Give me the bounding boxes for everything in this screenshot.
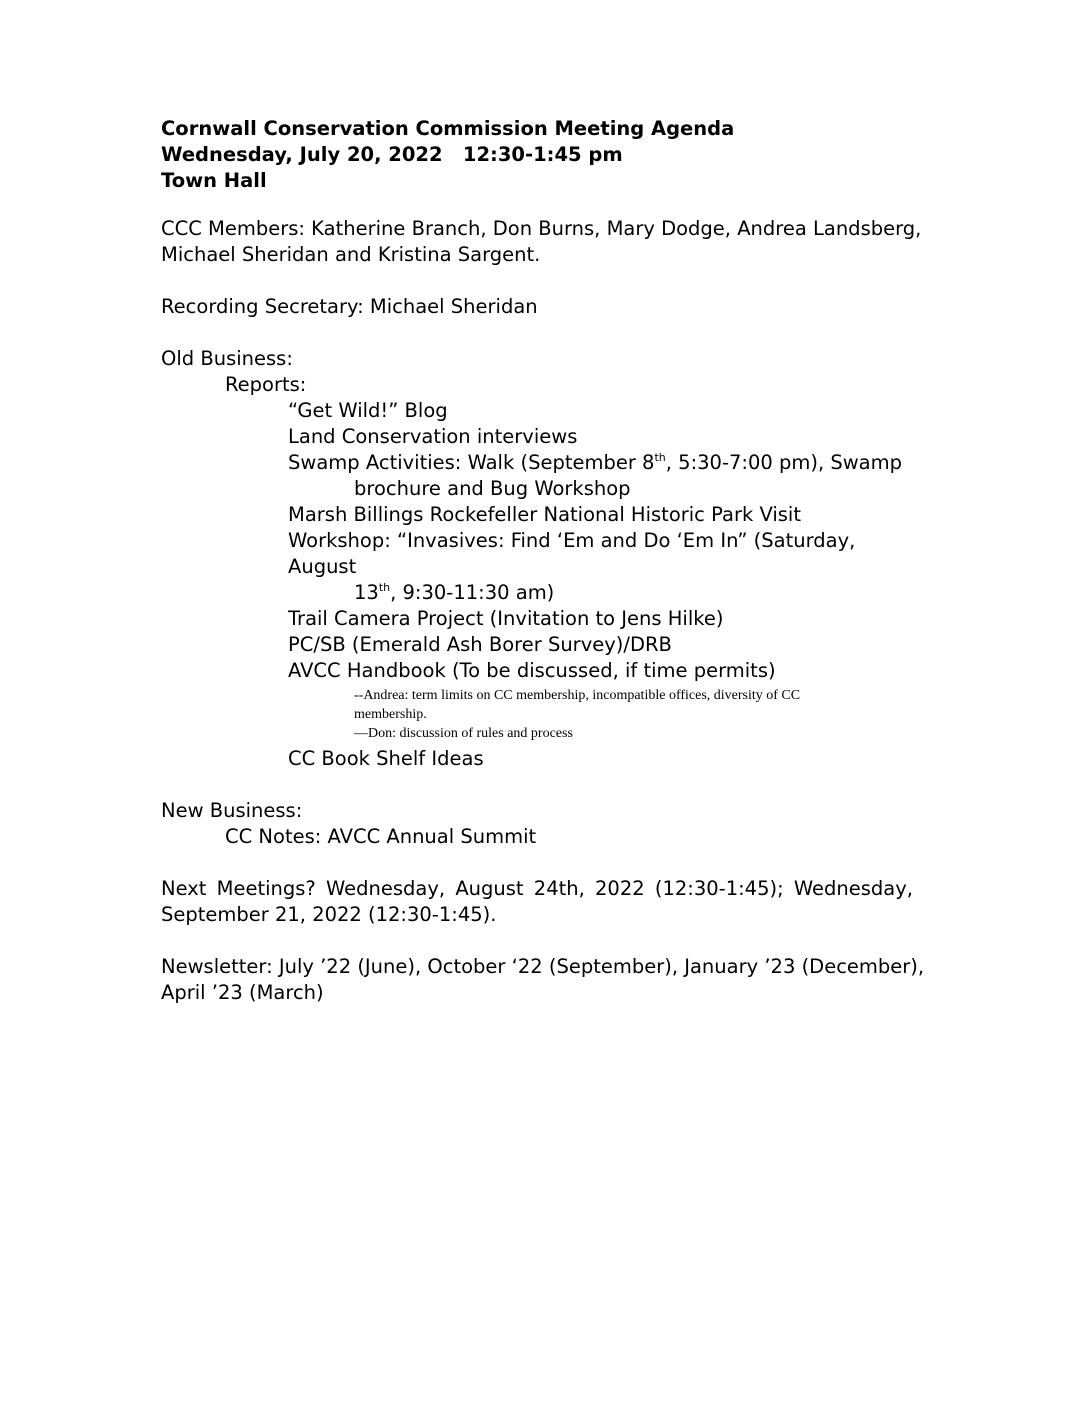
report-item-blog: “Get Wild!” Blog [288,399,448,422]
members-line-1: CCC Members: Katherine Branch, Don Burns, Mary Dodge, Andrea Landsberg, [161,217,922,240]
newsletter-line-2: April ’23 (March) [161,981,324,1004]
report-item-workshop: Workshop: “Invasives: Find ‘Em and Do ‘Em In” (Saturday, August [288,529,856,578]
recording-secretary [161,294,921,320]
new-business-section [161,798,921,850]
agenda-header [161,116,921,194]
workshop-day: 13 [354,581,379,604]
report-item-pcsb: PC/SB (Emerald Ash Borer Survey)/DRB [288,633,672,656]
meeting-date-time: Wednesday, July 20, 2022 12:30-1:45 pm [161,143,623,166]
newsletter-line-1: Newsletter: July ’22 (June), October ‘22 (September), January ’23 (December), [161,955,925,978]
report-item-book-shelf: CC Book Shelf Ideas [288,747,484,770]
workshop-time: , 9:30-11:30 am) [390,581,555,604]
report-item-avcc-handbook: AVCC Handbook (To be discussed, if time permits) [288,659,776,682]
swamp-text-b: , 5:30-7:00 pm), Swamp [665,451,903,474]
next-meetings-line-1: Next Meetings? Wednesday, August 24th, 2022 (12:30-1:45); Wednesday, [161,877,913,900]
note-andrea: --Andrea: term limits on CC membership, incompatible offices, diversity of CC [354,688,801,703]
swamp-ordinal: th [654,451,666,464]
meeting-location: Town Hall [161,169,267,192]
new-business-item: CC Notes: AVCC Annual Summit [225,825,537,848]
old-business-label: Old Business: [161,347,293,370]
next-meetings-line-2: September 21, 2022 (12:30-1:45). [161,903,497,926]
members-paragraph [161,216,921,268]
recording-secretary-text: Recording Secretary: Michael Sheridan [161,295,538,318]
report-item-land-conservation: Land Conservation interviews [288,425,578,448]
next-meetings-paragraph [161,876,913,928]
note-andrea-continued: membership. [354,707,427,722]
report-item-swamp-continued: brochure and Bug Workshop [354,477,631,500]
report-item-marsh-billings: Marsh Billings Rockefeller National Historic Park Visit [288,503,801,526]
report-item-swamp [161,450,921,476]
newsletter-paragraph [161,954,925,1006]
note-don: —Don: discussion of rules and process [354,726,573,741]
report-item-workshop-continued [161,580,921,606]
new-business-label: New Business: [161,799,303,822]
agenda-content [161,116,925,1032]
report-item-trail-camera: Trail Camera Project (Invitation to Jens Hilke) [288,607,724,630]
swamp-text-a: Swamp Activities: Walk (September 8 [288,451,655,474]
members-line-2: Michael Sheridan and Kristina Sargent. [161,243,541,266]
agenda-title: Cornwall Conservation Commission Meeting Agenda [161,117,735,140]
old-business-section [161,346,921,772]
reports-label: Reports: [225,373,307,396]
workshop-ordinal: th [378,581,391,594]
